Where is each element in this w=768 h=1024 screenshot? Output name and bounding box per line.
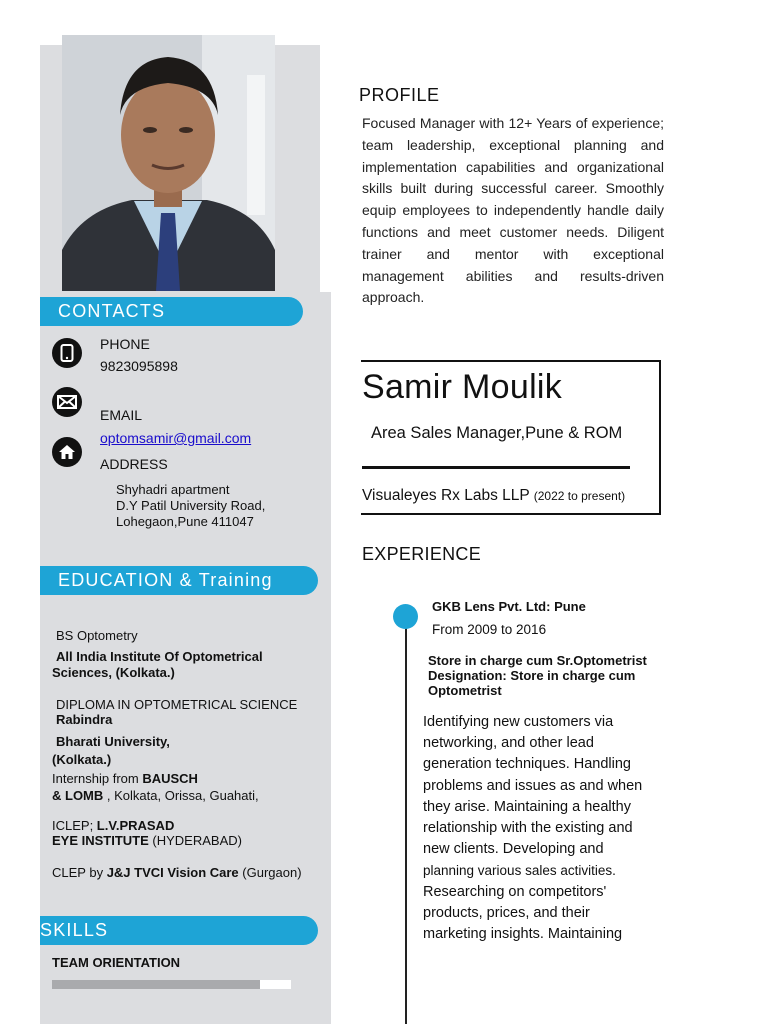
timeline-dot: [393, 604, 418, 629]
exp-desc-line: problems and issues as and when: [423, 777, 643, 794]
edu-institute: All India Institute Of Optometrical: [56, 649, 263, 664]
edu-institute: Rabindra: [56, 712, 113, 727]
education-heading: EDUCATION & Training: [40, 566, 318, 595]
exp-desc-line: Researching on competitors': [423, 883, 607, 900]
experience-heading: EXPERIENCE: [362, 544, 482, 564]
name-divider: [362, 466, 630, 469]
address-line: D.Y Patil University Road,: [116, 498, 266, 513]
exp-role: Optometrist: [428, 683, 502, 698]
profile-summary: Focused Manager with 12+ Years of experience; team leadership, exceptional planning and implementation capabilities and organizational skills built during successful career. Smoothly equip employees to independently handle daily functions and meet customer needs. Diligent trainer and mentor with exceptional management abilities and results-driven approach.: [362, 115, 664, 306]
phone-value: 9823095898: [100, 358, 178, 374]
exp-desc-line: relationship with the existing and: [423, 820, 633, 837]
address-line: Lohegaon,Pune 411047: [116, 514, 254, 529]
exp-description: [423, 712, 663, 945]
skills-heading: SKILLS: [40, 916, 318, 945]
profile-heading: PROFILE: [359, 85, 440, 105]
exp-company: GKB Lens Pvt. Ltd: Pune: [432, 599, 586, 614]
exp-desc-line: generation techniques. Handling: [423, 756, 631, 773]
profile-photo: [62, 35, 275, 291]
internship-line: & LOMB , Kolkata, Orissa, Guahati,: [52, 788, 259, 803]
exp-role: Designation: Store in charge cum: [428, 668, 636, 683]
exp-desc-line: they arise. Maintaining a healthy: [423, 798, 631, 815]
edu-degree: BS Optometry: [56, 628, 138, 643]
timeline-line: [405, 616, 407, 1024]
skill-bar-track: [52, 980, 291, 989]
current-company: Visualeyes Rx Labs LLP (2022 to present): [362, 487, 626, 504]
exp-desc-line: Identifying new customers via: [423, 714, 614, 730]
edu-degree: DIPLOMA IN OPTOMETRICAL SCIENCE: [56, 697, 298, 712]
exp-desc-line: new clients. Developing and: [423, 841, 604, 858]
phone-label: PHONE: [100, 336, 150, 352]
exp-desc-line: planning various sales activities.: [423, 863, 616, 879]
edu-institute: (Kolkata.): [52, 752, 112, 767]
address-label: ADDRESS: [100, 456, 168, 472]
exp-desc-line: marketing insights. Maintaining: [423, 926, 623, 943]
address-line: Shyhadri apartment: [116, 482, 230, 497]
edu-institute: Sciences, (Kolkata.): [52, 665, 175, 680]
email-label: EMAIL: [100, 407, 143, 423]
contacts-heading: CONTACTS: [40, 297, 303, 326]
skill-bar-fill: [52, 980, 260, 989]
iclep-line: EYE INSTITUTE (HYDERABAD): [52, 833, 242, 848]
exp-desc-line: networking, and other lead: [423, 735, 594, 752]
clep-line: CLEP by J&J TVCI Vision Care (Gurgaon): [52, 865, 302, 880]
exp-desc-line: products, prices, and their: [423, 904, 590, 921]
sidebar-top-gap: [320, 45, 331, 292]
edu-institute: Bharati University,: [56, 734, 170, 749]
email-link[interactable]: optomsamir@gmail.com: [100, 430, 252, 446]
iclep-line: ICLEP; L.V.PRASAD: [52, 818, 175, 833]
job-title: Area Sales Manager,Pune & ROM: [371, 424, 623, 442]
phone-icon: [52, 338, 82, 368]
exp-role: Store in charge cum Sr.Optometrist: [428, 653, 647, 668]
home-icon: [52, 437, 82, 467]
internship-line: Internship from BAUSCH: [52, 771, 198, 786]
person-name: Samir Moulik: [362, 368, 563, 406]
email-icon: [52, 387, 82, 417]
exp-period: From 2009 to 2016: [432, 622, 547, 637]
skill-name: TEAM ORIENTATION: [52, 955, 181, 970]
